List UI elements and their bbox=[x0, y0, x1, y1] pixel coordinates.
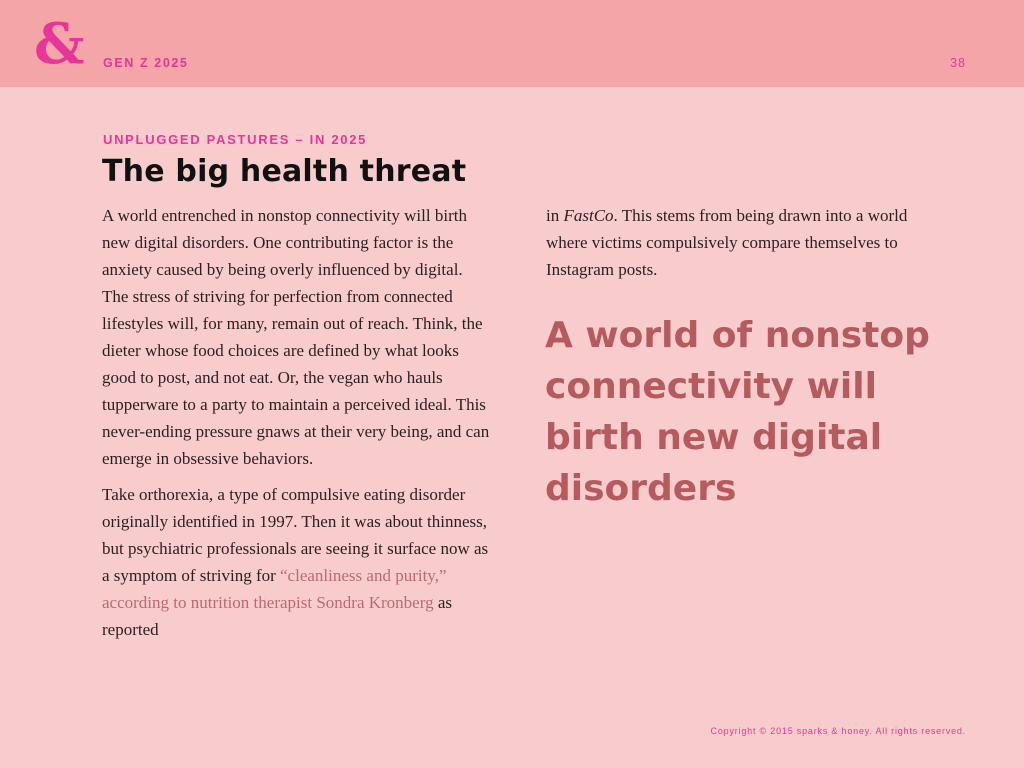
pull-quote: A world of nonstop connectivity will birth new digital disorders bbox=[545, 315, 930, 509]
page-number: 38 bbox=[950, 56, 966, 70]
ampersand-logo: & bbox=[34, 11, 85, 77]
paragraph-2-text: Take orthorexia, a type of compulsive eating disorder originally identified in 1997. Then it was about thinness, but psychiatric professionals are seeing it surface now as a symptom of striving for bbox=[102, 485, 489, 585]
paragraph-2-tail: as reported bbox=[102, 593, 453, 639]
left-column bbox=[102, 202, 492, 643]
header-bar bbox=[0, 0, 1024, 87]
document-title: GEN Z 2025 bbox=[103, 56, 189, 70]
right-column bbox=[546, 202, 926, 283]
section-kicker: UNPLUGGED PASTURES – IN 2025 bbox=[103, 132, 368, 147]
source-link[interactable]: “cleanliness and purity,” according to nutrition therapist Sondra Kronberg bbox=[102, 566, 447, 612]
page-headline: The big health threat bbox=[102, 154, 467, 189]
body-paragraph-2 bbox=[102, 481, 492, 643]
body-paragraph-1: A world entrenched in nonstop connectivity will birth new digital disorders. One contributing factor is the anxiety caused by being overly influenced by digital. The stress of striving for perfection from connected lifestyles will, for many, remain out of reach. Think, the dieter whose food choices are defined by what looks good to post, and not eat. Or, the vegan who hauls tupperware to a party to maintain a perceived ideal. This never-ending pressure gnaws at their very being, and can emerge in obsessive behaviors. bbox=[102, 206, 490, 468]
copyright-notice: Copyright © 2015 sparks & honey. All rights reserved. bbox=[710, 726, 966, 736]
paragraph-3-lead: in bbox=[546, 206, 564, 225]
body-paragraph-3 bbox=[546, 202, 926, 283]
paragraph-3-text: . This stems from being drawn into a world where victims compulsively compare themselves to Instagram posts. bbox=[546, 206, 908, 279]
source-publication: FastCo bbox=[563, 206, 614, 225]
